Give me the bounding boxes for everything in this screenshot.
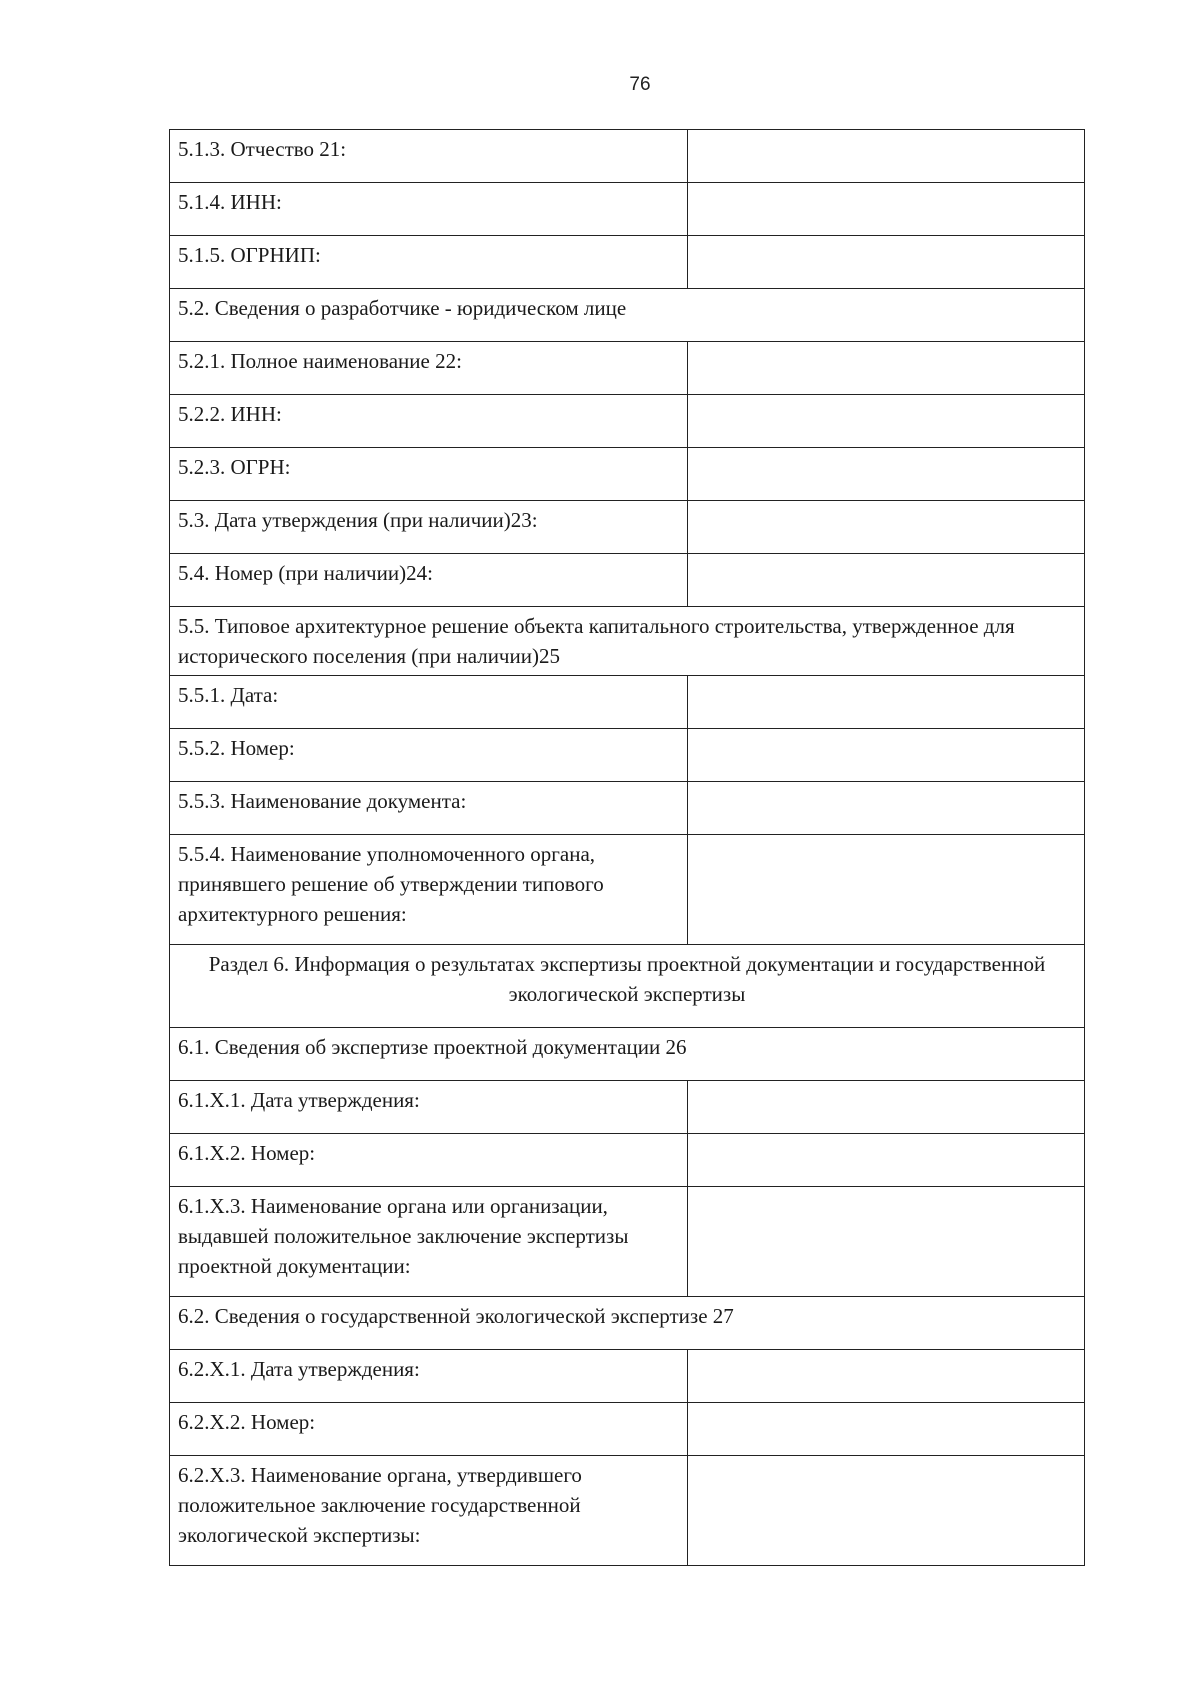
field-value[interactable] (688, 676, 1085, 729)
field-value[interactable] (688, 729, 1085, 782)
table-row (170, 1081, 1085, 1134)
field-value[interactable] (688, 782, 1085, 835)
table-row (170, 448, 1085, 501)
field-label: 5.5.3. Наименование документа: (170, 782, 688, 835)
table-row (170, 289, 1085, 342)
field-label: 5.5.1. Дата: (170, 676, 688, 729)
section-heading: Раздел 6. Информация о результатах экспертизы проектной документации и государственной экологической экспертизы (170, 945, 1085, 1028)
field-value[interactable] (688, 183, 1085, 236)
page-number: 76 (629, 74, 651, 95)
field-label: 5.2.1. Полное наименование 22: (170, 342, 688, 395)
subsection-heading: 5.5. Типовое архитектурное решение объекта капитального строительства, утвержденное для исторического поселения (при наличии)25 (170, 607, 1085, 676)
table-row (170, 729, 1085, 782)
field-label: 5.1.4. ИНН: (170, 183, 688, 236)
field-label: 6.1.X.3. Наименование органа или организации, выдавшей положительное заключение экспертизы проектной документации: (170, 1187, 688, 1297)
field-label: 5.2.3. ОГРН: (170, 448, 688, 501)
field-label: 5.5.2. Номер: (170, 729, 688, 782)
table-row (170, 1297, 1085, 1350)
field-value[interactable] (688, 1350, 1085, 1403)
field-value[interactable] (688, 501, 1085, 554)
field-value[interactable] (688, 835, 1085, 945)
subsection-heading: 6.1. Сведения об экспертизе проектной документации 26 (170, 1028, 1085, 1081)
field-value[interactable] (688, 395, 1085, 448)
table-row (170, 607, 1085, 676)
field-label: 6.2.X.3. Наименование органа, утвердившего положительное заключение государственной экологической экспертизы: (170, 1456, 688, 1566)
field-label: 5.1.5. ОГРНИП: (170, 236, 688, 289)
field-value[interactable] (688, 554, 1085, 607)
field-label: 5.5.4. Наименование уполномоченного органа, принявшего решение об утверждении типового архитектурного решения: (170, 835, 688, 945)
field-value[interactable] (688, 1134, 1085, 1187)
field-label: 5.2.2. ИНН: (170, 395, 688, 448)
field-label: 6.2.X.1. Дата утверждения: (170, 1350, 688, 1403)
field-label: 6.1.X.1. Дата утверждения: (170, 1081, 688, 1134)
table-row (170, 1456, 1085, 1566)
form-table (169, 129, 1085, 1566)
table-row (170, 1187, 1085, 1297)
table-row (170, 130, 1085, 183)
table-row (170, 945, 1085, 1028)
table-row (170, 1403, 1085, 1456)
field-label: 5.3. Дата утверждения (при наличии)23: (170, 501, 688, 554)
table-row (170, 395, 1085, 448)
field-value[interactable] (688, 448, 1085, 501)
table-row (170, 501, 1085, 554)
table-row (170, 835, 1085, 945)
table-row (170, 554, 1085, 607)
table-row (170, 1350, 1085, 1403)
field-label: 5.4. Номер (при наличии)24: (170, 554, 688, 607)
subsection-heading: 5.2. Сведения о разработчике - юридическом лице (170, 289, 1085, 342)
field-value[interactable] (688, 1081, 1085, 1134)
table-row (170, 782, 1085, 835)
table-row (170, 342, 1085, 395)
table-row (170, 236, 1085, 289)
field-value[interactable] (688, 236, 1085, 289)
table-row (170, 183, 1085, 236)
table-row (170, 1028, 1085, 1081)
field-label: 6.1.X.2. Номер: (170, 1134, 688, 1187)
subsection-heading: 6.2. Сведения о государственной экологической экспертизе 27 (170, 1297, 1085, 1350)
field-value[interactable] (688, 1403, 1085, 1456)
field-value[interactable] (688, 130, 1085, 183)
table-row (170, 676, 1085, 729)
field-value[interactable] (688, 1187, 1085, 1297)
field-value[interactable] (688, 342, 1085, 395)
field-value[interactable] (688, 1456, 1085, 1566)
table-row (170, 1134, 1085, 1187)
field-label: 5.1.3. Отчество 21: (170, 130, 688, 183)
field-label: 6.2.X.2. Номер: (170, 1403, 688, 1456)
